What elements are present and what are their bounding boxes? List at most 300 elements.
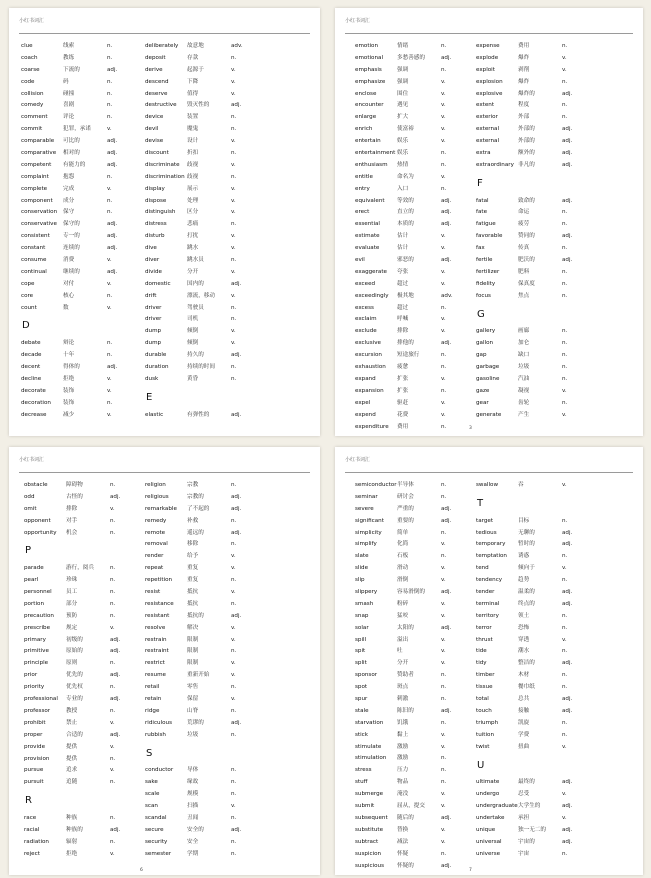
vocab-meaning: 热情	[397, 161, 409, 168]
vocab-entry	[21, 279, 149, 291]
vocab-meaning: 穿透	[518, 636, 530, 643]
part-of-speech: n.	[110, 612, 116, 619]
vocab-entry	[476, 551, 606, 563]
part-of-speech: adj.	[107, 268, 118, 275]
vocab-word: timber	[476, 672, 495, 679]
vocab-entry	[355, 658, 477, 670]
vocab-meaning: 入口	[397, 185, 409, 192]
part-of-speech: v.	[231, 553, 236, 560]
vocab-entry	[476, 730, 606, 742]
vocab-entry	[355, 504, 477, 516]
vocab-meaning: 短途旅行	[397, 352, 420, 359]
part-of-speech: v.	[231, 340, 236, 347]
vocab-meaning: 重复	[187, 565, 199, 572]
vocab-word: undergo	[476, 791, 500, 798]
part-of-speech: v.	[107, 257, 112, 264]
vocab-meaning: 完成	[63, 185, 75, 192]
vocab-word: derive	[145, 66, 163, 73]
part-of-speech: adj.	[441, 209, 452, 216]
vocab-entry	[476, 362, 606, 374]
part-of-speech: n.	[441, 364, 447, 371]
vocab-entry	[355, 516, 477, 528]
vocab-word: garbage	[476, 364, 500, 371]
vocab-entry	[355, 623, 477, 635]
vocab-meaning: 持续的时间	[187, 364, 215, 371]
vocab-word: stress	[355, 767, 372, 774]
vocab-entry	[355, 124, 477, 136]
part-of-speech: n.	[231, 517, 237, 524]
vocab-meaning: 围住	[397, 90, 409, 97]
vocab-word: submerge	[355, 791, 384, 798]
part-of-speech: n.	[562, 114, 568, 121]
vocab-meaning: 排除	[397, 328, 409, 335]
vocab-entry	[24, 837, 146, 849]
part-of-speech: n.	[441, 423, 447, 430]
vocab-entry	[355, 100, 477, 112]
vocab-word: divide	[145, 268, 162, 275]
vocab-word: tend	[476, 565, 489, 572]
vocab-meaning: 淹没	[397, 791, 409, 798]
vocab-meaning: 陈旧的	[397, 707, 414, 714]
vocab-word: remarkable	[145, 505, 177, 512]
vocab-word: generate	[476, 411, 502, 418]
vocab-entry	[145, 837, 275, 849]
vocab-entry	[355, 825, 477, 837]
vocab-entry	[476, 706, 606, 718]
part-of-speech: v.	[231, 292, 236, 299]
vocab-word: external	[476, 138, 500, 145]
vocab-meaning: 呼喊	[397, 316, 409, 323]
vocab-meaning: 外部	[518, 114, 530, 121]
part-of-speech: v.	[441, 600, 446, 607]
vocab-word: exclusive	[355, 340, 381, 347]
vocab-word: decorate	[21, 387, 46, 394]
vocab-meaning: 种族的	[66, 826, 83, 833]
vocab-word: exceedingly	[355, 292, 389, 299]
vocab-word: consume	[21, 257, 47, 264]
vocab-entry	[145, 682, 275, 694]
vocab-meaning: 线索	[63, 43, 75, 49]
vocab-word: split	[355, 660, 367, 667]
vocab-word: disturb	[145, 233, 165, 240]
vocab-word: snap	[355, 612, 369, 619]
vocab-entry	[476, 65, 606, 77]
vocab-meaning: 承担	[518, 814, 530, 821]
vocab-word: driver	[145, 316, 162, 323]
vocab-word: secure	[145, 826, 164, 833]
vocab-entry	[21, 410, 149, 422]
vocab-meaning: 辐射	[66, 838, 78, 845]
vocab-meaning: 独一无二的	[518, 826, 546, 833]
part-of-speech: adj.	[441, 814, 452, 821]
vocab-entry	[355, 670, 477, 682]
part-of-speech: v.	[562, 565, 567, 572]
part-of-speech: v.	[110, 767, 115, 774]
vocab-entry	[145, 53, 275, 65]
part-of-speech: v.	[562, 54, 567, 61]
vocab-entry	[21, 303, 149, 315]
part-of-speech: v.	[441, 268, 446, 275]
vocab-word: exclaim	[355, 316, 377, 323]
vocab-meaning: 宇宙的	[518, 838, 535, 845]
vocab-meaning: 潮水	[518, 648, 530, 655]
part-of-speech: n.	[107, 102, 113, 109]
part-of-speech: v.	[441, 636, 446, 643]
vocab-entry	[24, 480, 146, 492]
vocab-word: prior	[24, 672, 38, 679]
vocab-entry	[355, 861, 477, 873]
vocab-meaning: 斑点	[397, 684, 409, 691]
part-of-speech: adj.	[107, 138, 118, 145]
part-of-speech: n.	[441, 161, 447, 168]
vocab-meaning: 无聊的	[518, 529, 535, 536]
part-of-speech: adj.	[562, 660, 573, 667]
part-of-speech: adj.	[562, 90, 573, 97]
vocab-word: entitle	[355, 173, 373, 180]
vocab-entry	[24, 730, 146, 742]
vocab-word: extra	[476, 150, 491, 157]
vocab-meaning: 跳水员	[187, 257, 204, 264]
vocab-entry	[145, 694, 275, 706]
vocab-meaning: 部分	[66, 600, 78, 607]
vocab-word: enclose	[355, 90, 377, 97]
vocab-word: complaint	[21, 173, 49, 180]
vocab-entry	[355, 326, 477, 338]
vocab-word: twist	[476, 743, 490, 750]
vocab-entry	[476, 338, 606, 350]
part-of-speech: n.	[562, 684, 568, 691]
vocab-meaning: 严重的	[397, 505, 414, 512]
part-of-speech: adj.	[441, 221, 452, 228]
vocab-entry	[145, 575, 275, 587]
vocab-meaning: 学期	[187, 850, 199, 857]
vocab-meaning: 拒绝	[66, 850, 78, 857]
vocab-meaning: 存款	[187, 54, 199, 61]
vocab-entry	[476, 326, 606, 338]
vocab-meaning: 强调	[397, 78, 409, 85]
vocab-word: decrease	[21, 411, 47, 418]
vocab-meaning: 多愁善感的	[397, 54, 425, 61]
part-of-speech: n.	[441, 672, 447, 679]
vocab-entry	[21, 41, 149, 53]
vocab-word: tuition	[476, 731, 495, 738]
vocab-meaning: 最终的	[518, 779, 535, 786]
part-of-speech: n.	[441, 304, 447, 311]
vocab-word: diver	[145, 257, 160, 264]
vocab-meaning: 有弹性的	[187, 411, 210, 418]
vocab-entry	[145, 89, 275, 101]
vocab-word: deposit	[145, 54, 166, 61]
vocab-entry	[145, 184, 275, 196]
vocab-meaning: 倾向于	[518, 565, 535, 572]
vocab-word: excursion	[355, 352, 382, 359]
part-of-speech: v.	[231, 268, 236, 275]
part-of-speech: n.	[107, 114, 113, 121]
vocab-entry	[355, 777, 477, 789]
part-of-speech: adj.	[562, 826, 573, 833]
vocab-word: tidy	[476, 660, 487, 667]
part-of-speech: v.	[231, 328, 236, 335]
vocab-meaning: 额外的	[518, 150, 535, 157]
vocab-word: equivalent	[355, 197, 385, 204]
part-of-speech: n.	[110, 565, 116, 572]
vocab-entry	[145, 587, 275, 599]
vocab-entry	[355, 53, 477, 65]
part-of-speech: v.	[110, 719, 115, 726]
part-of-speech: v.	[441, 114, 446, 121]
vocab-word: enlarge	[355, 114, 377, 121]
vocab-word: ridiculous	[145, 719, 173, 726]
word-column-right	[145, 480, 275, 861]
part-of-speech: v.	[231, 185, 236, 192]
part-of-speech: n.	[107, 54, 113, 61]
part-of-speech: n.	[441, 482, 447, 488]
vocab-word: resist	[145, 589, 161, 596]
vocab-word: swallow	[476, 482, 499, 488]
part-of-speech: adv.	[441, 292, 453, 299]
part-of-speech: n.	[562, 292, 568, 299]
vocab-meaning: 碰撞	[63, 90, 75, 97]
part-of-speech: v.	[231, 624, 236, 631]
vocab-word: dusk	[145, 375, 159, 382]
vocab-word: excess	[355, 304, 374, 311]
vocab-word: slide	[355, 565, 369, 572]
vocab-meaning: 跳水	[187, 245, 199, 252]
vocab-word: stale	[355, 707, 369, 714]
part-of-speech: n.	[231, 731, 237, 738]
vocab-entry	[145, 350, 275, 362]
vocab-page-3	[9, 447, 320, 875]
part-of-speech: v.	[231, 672, 236, 679]
vocab-entry	[355, 480, 477, 492]
part-of-speech: v.	[441, 660, 446, 667]
vocab-word: display	[145, 185, 165, 192]
vocab-entry	[24, 718, 146, 730]
vocab-meaning: 汽油	[518, 375, 530, 382]
part-of-speech: v.	[441, 731, 446, 738]
vocab-word: devil	[145, 126, 159, 133]
vocab-word: ridge	[145, 707, 160, 714]
vocab-entry	[355, 789, 477, 801]
part-of-speech: n.	[441, 387, 447, 394]
vocab-meaning: 邪恶的	[397, 257, 414, 264]
vocab-word: render	[145, 553, 164, 560]
vocab-entry	[24, 682, 146, 694]
vocab-word: primary	[24, 636, 46, 643]
part-of-speech: n.	[110, 517, 116, 524]
part-of-speech: v.	[231, 66, 236, 73]
section-letter: G	[477, 308, 485, 320]
part-of-speech: adj.	[107, 66, 118, 73]
vocab-entry	[355, 303, 477, 315]
part-of-speech: n.	[231, 482, 237, 488]
vocab-word: principle	[24, 660, 49, 667]
vocab-entry	[476, 813, 606, 825]
vocab-word: obstacle	[24, 482, 48, 488]
vocab-word: prohibit	[24, 719, 46, 726]
part-of-speech: v.	[441, 173, 446, 180]
vocab-word: pursuit	[24, 779, 44, 786]
vocab-entry	[476, 231, 606, 243]
vocab-meaning: 可比的	[63, 138, 80, 145]
vocab-meaning: 诱惑	[518, 553, 530, 560]
vocab-entry	[145, 172, 275, 184]
part-of-speech: adj.	[441, 257, 452, 264]
section-letter: D	[22, 320, 30, 332]
vocab-word: scan	[145, 803, 158, 810]
vocab-word: emphasize	[355, 78, 386, 85]
part-of-speech: n.	[562, 850, 568, 857]
part-of-speech: n.	[562, 221, 568, 228]
vocab-meaning: 折扣	[187, 150, 199, 157]
part-of-speech: n.	[231, 304, 237, 311]
vocab-meaning: 提供	[66, 755, 78, 762]
vocab-entry	[355, 539, 477, 551]
vocab-entry	[476, 658, 606, 670]
vocab-entry	[476, 255, 606, 267]
vocab-word: exclude	[355, 328, 377, 335]
vocab-word: deliberately	[145, 43, 179, 49]
vocab-entry	[476, 563, 606, 575]
vocab-word: retain	[145, 696, 162, 703]
vocab-meaning: 命名为	[397, 173, 414, 180]
vocab-word: fertilizer	[476, 268, 500, 275]
vocab-entry	[21, 338, 149, 350]
vocab-meaning: 恐怖	[518, 624, 530, 631]
vocab-meaning: 直立的	[397, 209, 414, 216]
vocab-meaning: 魔鬼	[187, 126, 199, 133]
part-of-speech: adj.	[107, 233, 118, 240]
part-of-speech: n.	[107, 292, 113, 299]
vocab-entry	[145, 706, 275, 718]
page-number: 7	[469, 868, 472, 873]
vocab-entry	[355, 753, 477, 765]
vocab-meaning: 毁灭性的	[187, 102, 210, 109]
vocab-entry	[21, 219, 149, 231]
vocab-meaning: 歧视	[187, 161, 199, 168]
vocab-meaning: 刺激	[397, 696, 409, 703]
vocab-word: temptation	[476, 553, 507, 560]
part-of-speech: n.	[441, 553, 447, 560]
vocab-meaning: 半导体	[397, 482, 414, 488]
vocab-word: touch	[476, 707, 492, 714]
part-of-speech: n.	[231, 126, 237, 133]
vocab-entry	[476, 219, 606, 231]
vocab-entry	[145, 801, 275, 813]
vocab-word: ultimate	[476, 779, 500, 786]
vocab-word: conductor	[145, 767, 174, 774]
vocab-meaning: 机会	[66, 529, 78, 536]
vocab-word: conservative	[21, 221, 57, 228]
part-of-speech: n.	[562, 399, 568, 406]
vocab-entry	[476, 682, 606, 694]
vocab-entry	[21, 267, 149, 279]
vocab-meaning: 国内的	[187, 280, 204, 287]
vocab-entry	[355, 575, 477, 587]
vocab-word: conservation	[21, 209, 58, 216]
vocab-meaning: 下流的	[63, 66, 80, 73]
part-of-speech: n.	[107, 340, 113, 347]
word-column-left	[355, 480, 477, 872]
part-of-speech: v.	[107, 411, 112, 418]
vocab-entry	[355, 837, 477, 849]
vocab-word: substitute	[355, 826, 384, 833]
vocab-entry	[145, 338, 275, 350]
vocab-meaning: 倾倒	[187, 340, 199, 347]
vocab-entry	[24, 765, 146, 777]
part-of-speech: n.	[107, 78, 113, 85]
vocab-word: explode	[476, 54, 499, 61]
page-header: 小红书词汇	[345, 18, 371, 24]
part-of-speech: n.	[110, 838, 116, 845]
part-of-speech: n.	[110, 755, 116, 762]
part-of-speech: n.	[110, 600, 116, 607]
part-of-speech: n.	[107, 399, 113, 406]
vocab-word: commit	[21, 126, 43, 133]
vocab-entry	[21, 398, 149, 410]
vocab-word: personnel	[24, 589, 52, 596]
vocab-word: target	[476, 517, 494, 524]
vocab-meaning: 宗教	[187, 482, 199, 488]
vocab-meaning: 了不起的	[187, 505, 210, 512]
vocab-word: explosive	[476, 90, 503, 97]
part-of-speech: n.	[231, 150, 237, 157]
vocab-meaning: 排除	[66, 505, 78, 512]
vocab-word: favorable	[476, 233, 503, 240]
vocab-word: coach	[21, 54, 38, 61]
vocab-word: distinguish	[145, 209, 176, 216]
part-of-speech: n.	[562, 553, 568, 560]
vocab-meaning: 估计	[397, 245, 409, 252]
part-of-speech: v.	[231, 138, 236, 145]
vocab-word: constant	[21, 245, 46, 252]
part-of-speech: adj.	[441, 505, 452, 512]
vocab-entry	[24, 658, 146, 670]
vocab-word: subsequent	[355, 814, 388, 821]
vocab-meaning: 分开	[187, 268, 199, 275]
vocab-meaning: 歧视	[187, 173, 199, 180]
vocab-meaning: 大学生的	[518, 803, 541, 810]
vocab-word: evaluate	[355, 245, 380, 252]
section-letter: S	[146, 747, 153, 759]
word-column-right	[476, 41, 606, 422]
vocab-meaning: 赞助者	[397, 672, 414, 679]
part-of-speech: n.	[562, 577, 568, 584]
vocab-meaning: 溢出	[397, 636, 409, 643]
vocab-entry	[21, 291, 149, 303]
page-header: 小红书词汇	[19, 457, 45, 463]
vocab-word: universe	[476, 850, 501, 857]
vocab-meaning: 遥远的	[187, 529, 204, 536]
vocab-entry	[476, 575, 606, 587]
vocab-meaning: 限制	[187, 636, 199, 643]
part-of-speech: v.	[107, 185, 112, 192]
vocab-word: exaggerate	[355, 268, 387, 275]
vocab-entry	[476, 350, 606, 362]
vocab-entry	[24, 646, 146, 658]
vocab-entry	[145, 528, 275, 540]
part-of-speech: n.	[562, 43, 568, 49]
vocab-entry	[355, 551, 477, 563]
vocab-meaning: 化简	[397, 541, 409, 548]
vocab-meaning: 非凡的	[518, 161, 535, 168]
vocab-meaning: 喜剧	[63, 102, 75, 109]
part-of-speech: v.	[110, 743, 115, 750]
vocab-entry	[476, 480, 606, 492]
vocab-entry	[355, 694, 477, 706]
vocab-word: expansion	[355, 387, 384, 394]
vocab-word: scale	[145, 791, 160, 798]
